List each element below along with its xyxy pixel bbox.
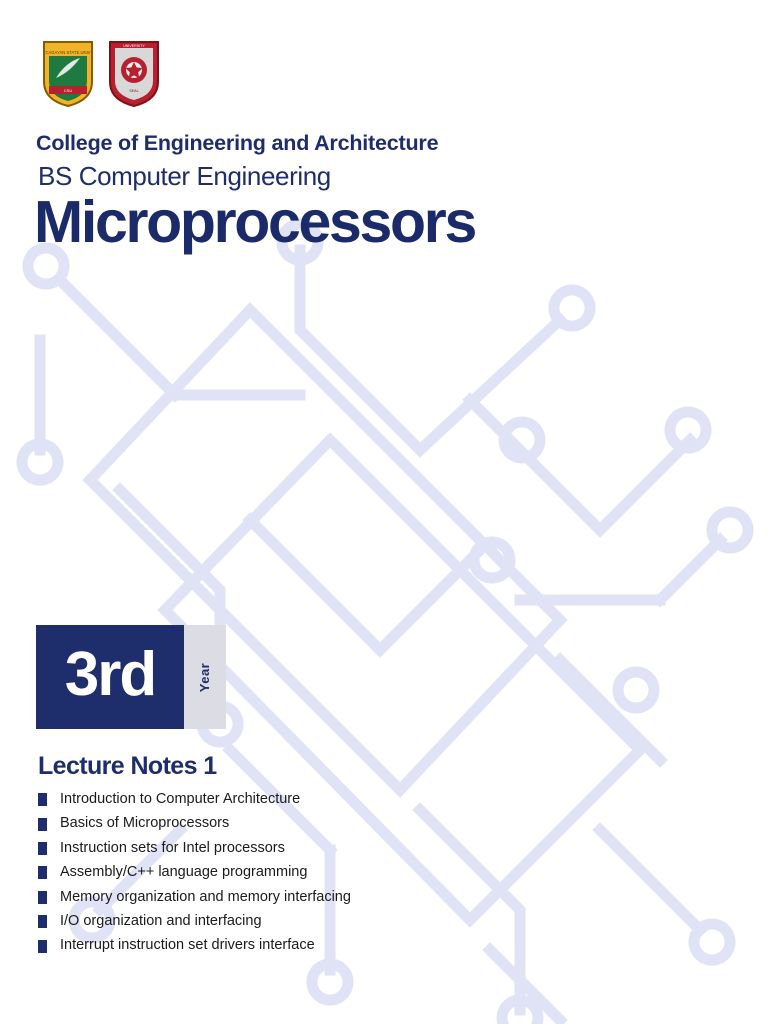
list-item (38, 840, 598, 857)
svg-text:SEAL: SEAL (129, 89, 139, 93)
list-item (38, 864, 598, 881)
square-bullet-icon (38, 818, 47, 831)
topic-label: I/O organization and interfacing (60, 912, 262, 929)
year-badge-suffix-label: Year (197, 662, 213, 692)
title-block (36, 130, 475, 254)
topic-label: Interrupt instruction set drivers interface (60, 937, 315, 954)
program-name: BS Computer Engineering (38, 160, 331, 191)
square-bullet-icon (38, 842, 47, 855)
list-item (38, 937, 598, 954)
square-bullet-icon (38, 866, 47, 879)
topic-label: Instruction sets for Intel processors (60, 839, 285, 856)
square-bullet-icon (38, 915, 47, 928)
university-seal-left-icon (40, 38, 96, 108)
svg-text:CSU: CSU (63, 88, 73, 93)
topic-label: Introduction to Computer Architecture (60, 791, 301, 807)
college-name: College of Engineering and Architecture (36, 131, 439, 155)
square-bullet-icon (38, 940, 47, 953)
list-item (38, 815, 598, 832)
topic-label: Memory organization and memory interfacing (60, 888, 351, 905)
university-seal-right-icon (106, 38, 162, 108)
square-bullet-icon (38, 891, 47, 904)
list-item (38, 791, 598, 808)
logo-row (40, 38, 162, 108)
year-badge-suffix (184, 625, 226, 729)
lecture-notes-section (38, 752, 598, 962)
topic-label: Assembly/C++ language programming (60, 864, 308, 881)
year-badge (36, 625, 226, 729)
lecture-notes-heading: Lecture Notes 1 (38, 752, 217, 780)
year-badge-number: 3rd (36, 625, 184, 729)
topic-label: Basics of Microprocessors (60, 815, 230, 832)
square-bullet-icon (38, 793, 47, 806)
list-item (38, 913, 598, 930)
page-title: Microprocessors (34, 188, 475, 255)
list-item (38, 889, 598, 906)
svg-text:CAGAYAN STATE UNIV: CAGAYAN STATE UNIV (45, 50, 91, 55)
svg-text:UNIVERSITY: UNIVERSITY (123, 44, 145, 48)
